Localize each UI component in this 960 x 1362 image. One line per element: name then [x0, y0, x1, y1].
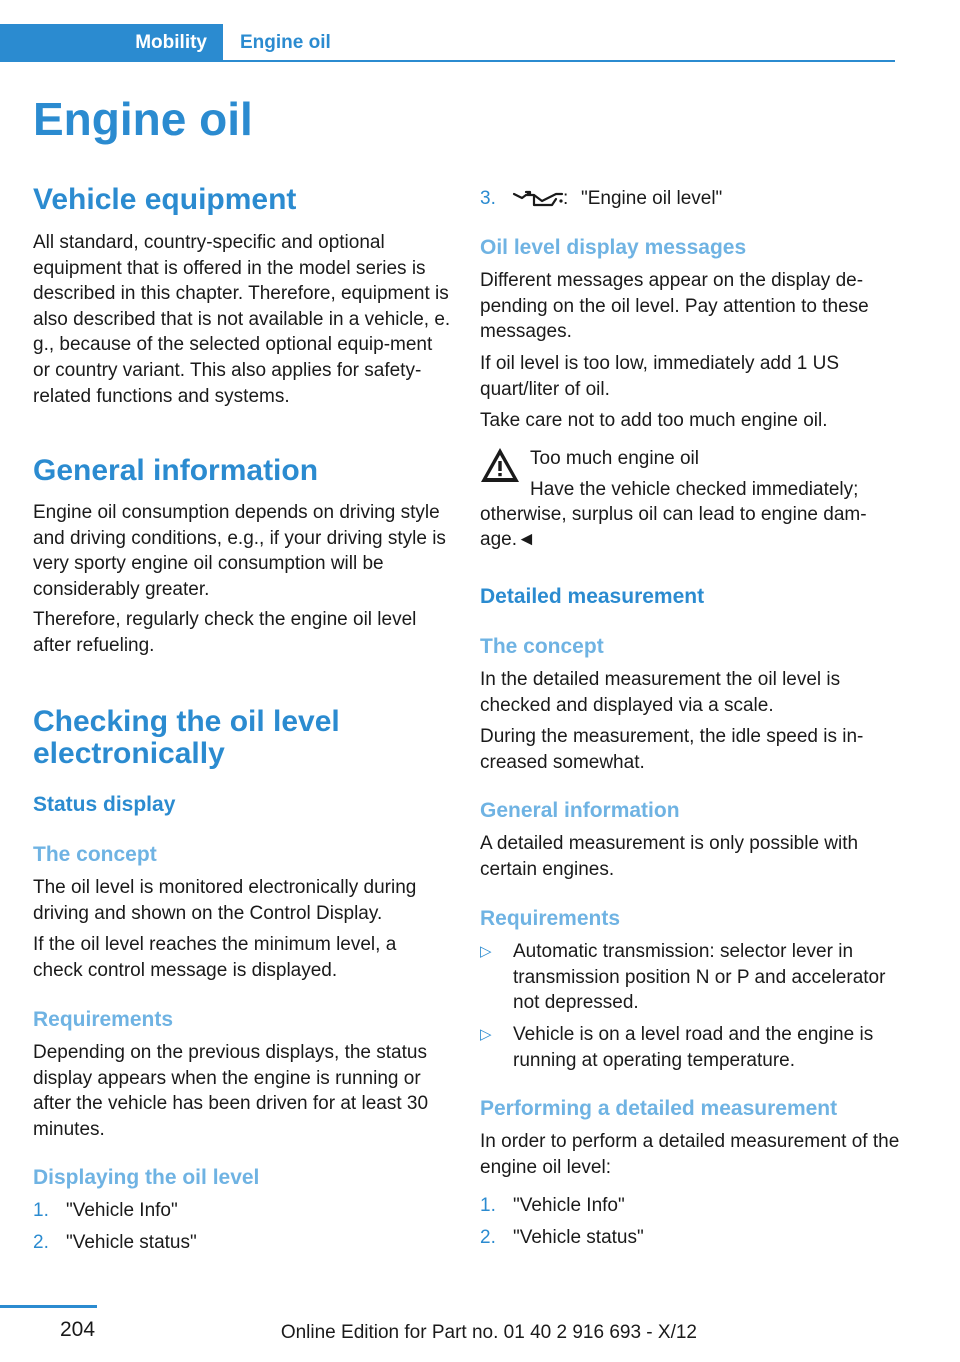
warning-line-2: otherwise, surplus oil can lead to engine dam- — [480, 504, 867, 525]
warning-triangle-icon — [480, 447, 520, 483]
page-number: 204 — [60, 1318, 96, 1341]
performing-text: In order to perform a detailed measurement of the engine oil level: — [480, 1131, 900, 1178]
general-information-text: A detailed measurement is only possible with certain engines. — [480, 833, 859, 880]
list-number: 3. — [480, 188, 496, 209]
vehicle-equipment-text: All standard, country-specific and optional equipment that is offered in the model series is described in this chapter. Therefore, equipment is also described that is not available in a vehicle, e. g., because of the selected optional equip-ment or country variant. This also applies for safety-related functions and systems. — [33, 232, 451, 407]
requirement-text: Vehicle is on a level road and the engine is running at operating temperature. — [513, 1024, 874, 1071]
list-text: "Vehicle Info" — [66, 1200, 178, 1221]
messages-paragraph-2: If oil level is too low, immediately add 1 US quart/liter of oil. — [480, 353, 840, 400]
heading-requirements: Requirements — [33, 1008, 174, 1031]
list-text: "Vehicle Info" — [513, 1195, 625, 1216]
page-title: Engine oil — [33, 93, 253, 145]
heading-displaying-oil-level: Displaying the oil level — [33, 1166, 260, 1189]
list-number: 1. — [33, 1200, 49, 1221]
heading-performing-detailed-measurement: Performing a detailed measurement — [480, 1097, 838, 1120]
general-info-paragraph-2: Therefore, regularly check the engine oil level after refueling. — [33, 609, 417, 656]
step-3-text: "Engine oil level" — [581, 188, 723, 209]
triangle-bullet-icon: ▷ — [480, 1026, 492, 1043]
step-3-colon: : — [563, 188, 569, 209]
heading-detailed-measurement: Detailed measurement — [480, 585, 705, 608]
heading-general-information: General information — [33, 454, 319, 487]
messages-paragraph-3: Take care not to add too much engine oil. — [480, 410, 828, 431]
heading-oil-level-display-messages: Oil level display messages — [480, 236, 747, 259]
detailed-concept-paragraph-2: During the measurement, the idle speed is in-creased somewhat. — [480, 726, 864, 773]
requirement-text: Automatic transmission: selector lever in transmission position N or P and accelerator not depressed. — [513, 941, 886, 1014]
list-number: 2. — [480, 1227, 496, 1248]
heading-general-information-right: General information — [480, 799, 680, 822]
detailed-concept-paragraph-1: In the detailed measurement the oil level is checked and displayed via a scale. — [480, 669, 841, 716]
footer-rule — [0, 1305, 97, 1308]
footer-edition: Online Edition for Part no. 01 40 2 916 693 - X/12 — [280, 1322, 697, 1343]
requirements-text: Depending on the previous displays, the status display appears when the engine is running or after the vehicle has been driven for at least 30 minutes. — [33, 1042, 429, 1140]
heading-checking-oil-level: Checking the oil level electronically — [33, 705, 340, 770]
list-number: 2. — [33, 1232, 49, 1253]
page-header — [0, 24, 895, 62]
concept-paragraph-2: If the oil level reaches the minimum level, a check control message is displayed. — [33, 934, 397, 981]
heading-status-display: Status display — [33, 793, 176, 816]
messages-paragraph-1: Different messages appear on the display de-pending on the oil level. Pay attention to these messages. — [480, 270, 869, 343]
concept-paragraph-1: The oil level is monitored electronically during driving and shown on the Control Display. — [33, 877, 417, 924]
warning-title: Too much engine oil — [530, 448, 699, 469]
section-tab-topic: Engine oil — [240, 32, 331, 53]
heading-the-concept: The concept — [33, 843, 157, 866]
section-tab-mobility: Mobility — [0, 24, 223, 62]
heading-requirements-right: Requirements — [480, 907, 621, 930]
heading-vehicle-equipment: Vehicle equipment — [33, 183, 297, 216]
heading-the-concept-right: The concept — [480, 635, 604, 658]
triangle-bullet-icon: ▷ — [480, 943, 492, 960]
warning-line-1: Have the vehicle checked immediately; — [530, 479, 859, 500]
warning-line-3: age.◄ — [480, 529, 536, 550]
general-info-paragraph-1: Engine oil consumption depends on driving style and driving conditions, e.g., if your driving style is very sporty engine oil consumption will be considerably greater. — [33, 502, 446, 600]
oil-can-icon — [512, 187, 564, 209]
list-number: 1. — [480, 1195, 496, 1216]
header-rule — [0, 60, 895, 62]
list-text: "Vehicle status" — [513, 1227, 644, 1248]
list-text: "Vehicle status" — [66, 1232, 197, 1253]
